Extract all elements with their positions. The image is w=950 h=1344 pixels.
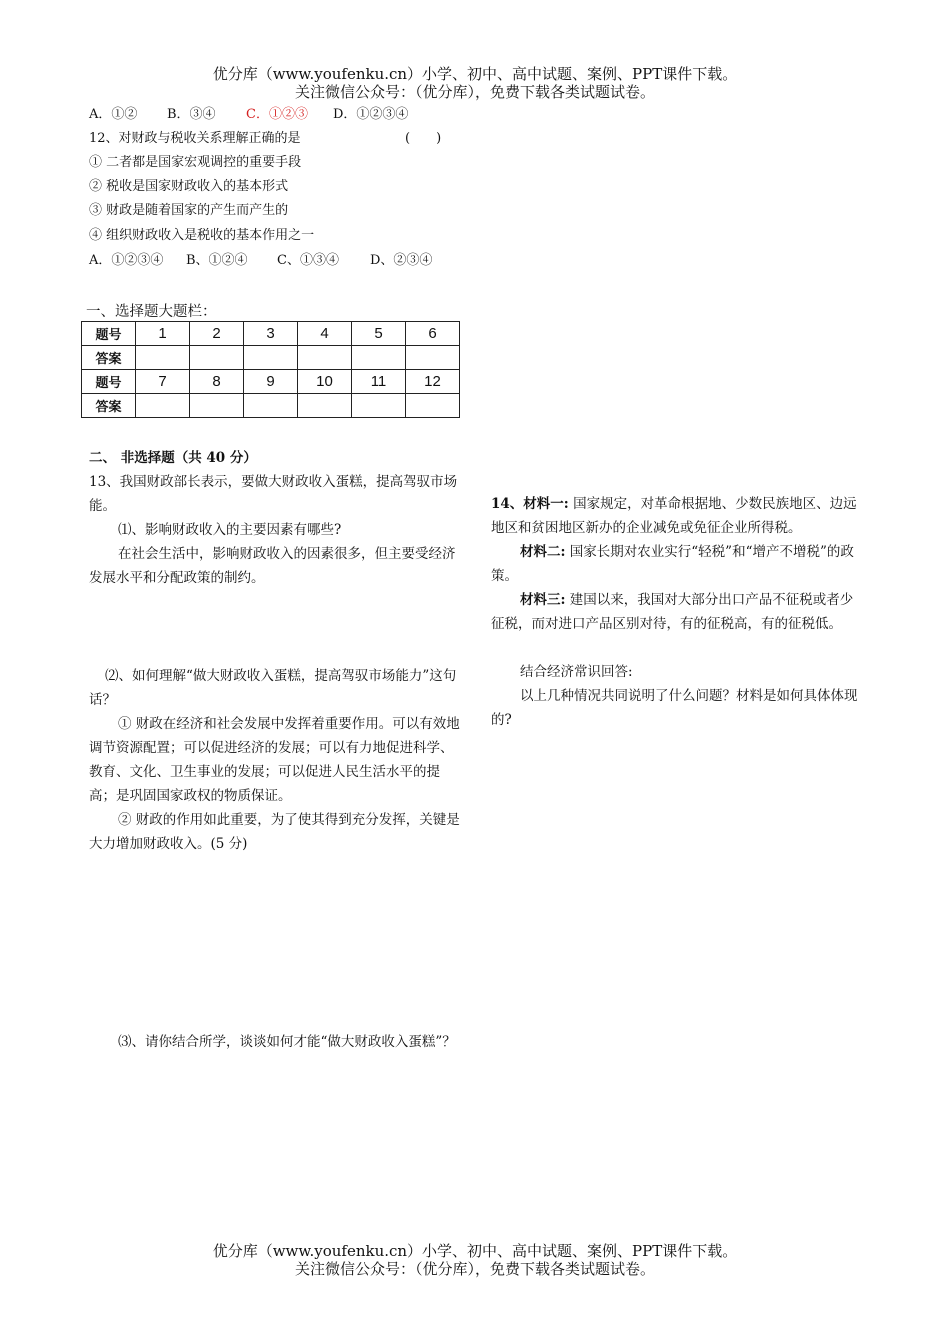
q14-material-3-label: 材料三: — [520, 592, 566, 608]
q11-option-a: A．①② — [89, 107, 138, 122]
q13-sub1: ⑴、影响财政收入的主要因素有哪些? — [118, 522, 342, 538]
q11-option-b: B．③④ — [167, 107, 216, 122]
header-line-1: 优分库（www.youfenku.cn）小学、初中、高中试题、案例、PPT课件下载。 — [212, 65, 738, 83]
answer-table-number-row-2 — [82, 370, 460, 394]
row-label-number: 题号 — [82, 322, 136, 346]
q13-stem: 13、我国财政部长表示，要做大财政收入蛋糕，提高驾驭市场能。 — [89, 474, 458, 514]
answer-cell[interactable] — [136, 346, 190, 370]
question-number-cell: 5 — [352, 322, 406, 346]
q14-material-1-text: 国家规定，对革命根据地、少数民族地区、边远地区和贫困地区新办的企业减免或免征企业所得税。 — [491, 496, 857, 536]
answer-cell[interactable] — [190, 394, 244, 418]
q12-stem: 12、对财政与税收关系理解正确的是 — [89, 131, 301, 146]
question-number-cell: 6 — [406, 322, 460, 346]
question-number-cell: 9 — [244, 370, 298, 394]
question-number-cell: 11 — [352, 370, 406, 394]
question-number-cell: 3 — [244, 322, 298, 346]
q12-option-b: B、①②④ — [186, 253, 248, 268]
section-2-title: 二、 非选择题（共 40 分） — [89, 450, 257, 466]
question-number-cell: 10 — [298, 370, 352, 394]
row-label-answer: 答案 — [82, 346, 136, 370]
answer-cell[interactable] — [244, 346, 298, 370]
answer-cell[interactable] — [244, 394, 298, 418]
q12-option-a: A．①②③④ — [89, 253, 164, 268]
q12-answer-paren: ( ) — [405, 131, 442, 146]
answer-table-answer-row-2 — [82, 394, 460, 418]
answer-table-answer-row-1 — [82, 346, 460, 370]
q11-option-d: D．①②③④ — [333, 107, 409, 122]
answer-cell[interactable] — [298, 394, 352, 418]
question-number-cell: 1 — [136, 322, 190, 346]
q14-material-3 — [491, 588, 861, 636]
q12-item-3: ③ 财政是随着国家的产生而产生的 — [89, 203, 289, 218]
answer-cell[interactable] — [136, 394, 190, 418]
answer-cell[interactable] — [406, 394, 460, 418]
q12-item-2: ② 税收是国家财政收入的基本形式 — [89, 179, 289, 194]
answer-cell[interactable] — [352, 346, 406, 370]
q14-material-1-label: 14、材料一: — [491, 496, 569, 512]
q14-material-1 — [491, 492, 861, 540]
answer-cell[interactable] — [352, 394, 406, 418]
row-label-number: 题号 — [82, 370, 136, 394]
q13-sub3: ⑶、请你结合所学，谈谈如何才能“做大财政收入蛋糕”？ — [118, 1034, 456, 1050]
question-number-cell: 7 — [136, 370, 190, 394]
q14-prompt: 结合经济常识回答: — [520, 664, 633, 680]
answer-table-number-row-1 — [82, 322, 460, 346]
answer-cell[interactable] — [298, 346, 352, 370]
q14-material-2-text: 国家长期对农业实行“轻税”和“增产不增税”的政策。 — [491, 544, 854, 584]
q14-material-3-text: 建国以来，我国对大部分出口产品不征税或者少征税，而对进口产品区别对待，有的征税高，有的征税低。 — [491, 592, 854, 632]
q12-item-4: ④ 组织财政收入是税收的基本作用之一 — [89, 228, 315, 243]
question-number-cell: 2 — [190, 322, 244, 346]
row-label-answer: 答案 — [82, 394, 136, 418]
q13-answer1: 在社会生活中，影响财政收入的因素很多，但主要受经济发展水平和分配政策的制约。 — [89, 546, 456, 586]
q13-answer2-point2: ② 财政的作用如此重要，为了使其得到充分发挥，关键是大力增加财政收入。(5 分) — [89, 812, 460, 852]
q11-option-c: C．①②③ — [246, 107, 308, 122]
q12-item-1: ① 二者都是国家宏观调控的重要手段 — [89, 155, 302, 170]
answer-cell[interactable] — [406, 346, 460, 370]
footer-line-2: 关注微信公众号：（优分库），免费下载各类试题试卷。 — [294, 1260, 655, 1278]
q12-option-c: C、①③④ — [277, 253, 339, 268]
question-number-cell: 12 — [406, 370, 460, 394]
q14-material-2 — [491, 540, 861, 588]
answer-table — [81, 321, 460, 418]
question-number-cell: 4 — [298, 322, 352, 346]
answer-cell[interactable] — [190, 346, 244, 370]
q13-sub2: ⑵、如何理解“做大财政收入蛋糕，提高驾驭市场能力”这句话？ — [89, 668, 457, 708]
answer-table-caption: 一、选择题大题栏： — [86, 304, 217, 320]
q13-answer2-point1: ① 财政在经济和社会发展中发挥着重要作用。可以有效地调节资源配置；可以促进经济的发展；可以有力地促进科学、教育、文化、卫生事业的发展；可以促进人民生活水平的提高；是巩固国家政权的物质保证。 — [89, 716, 460, 804]
question-number-cell: 8 — [190, 370, 244, 394]
footer-line-1: 优分库（www.youfenku.cn）小学、初中、高中试题、案例、PPT课件下载。 — [212, 1242, 738, 1260]
header-line-2: 关注微信公众号：（优分库），免费下载各类试题试卷。 — [294, 83, 655, 101]
q14-material-2-label: 材料二: — [520, 544, 566, 560]
q12-option-d: D、②③④ — [370, 253, 433, 268]
q14-question: 以上几种情况共同说明了什么问题？材料是如何具体体现的? — [491, 688, 858, 728]
